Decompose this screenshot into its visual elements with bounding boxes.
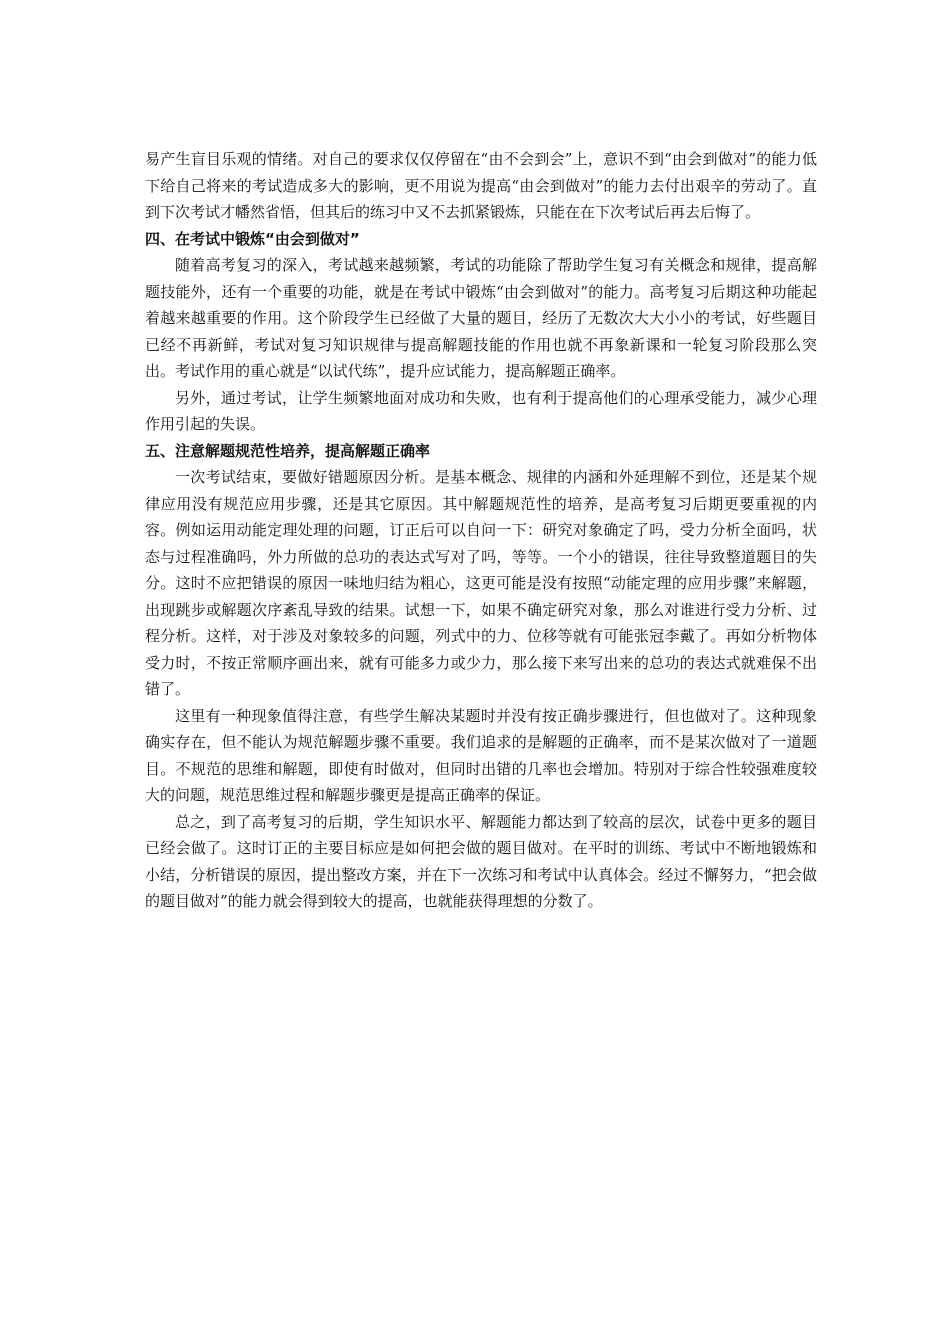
paragraph-psychology: 另外，通过考试，让学生频繁地面对成功和失败，也有利于提高他们的心理承受能力，减少心理作用引起的失误。 [145,388,817,433]
section-heading-4: 四、在考试中锻炼“由会到做对” [145,229,360,248]
paragraph-exam-training: 随着高考复习的深入，考试越来越频繁，考试的功能除了帮助学生复习有关概念和规律，提高解题技能外，还有一个重要的功能，就是在考试中锻炼“由会到做对”的能力。高考复习后期这种功能起着越来越重要的作用。这个阶段学生已经做了大量的题目，经历了无数次大大小小的考试，好些题目已经不再新鲜，考试对复习知识规律与提高解题技能的作用也就不再象新课和一轮复习阶段那么突出。考试作用的重心就是“以试代练”，提升应试能力，提高解题正确率。 [145,256,817,380]
paragraph-error-analysis: 一次考试结束，要做好错题原因分析。是基本概念、规律的内涵和外延理解不到位，还是某个规律应用没有规范应用步骤，还是其它原因。其中解题规范性的培养，是高考复习后期更要重视的内容。例如运用动能定理处理的问题，订正后可以自问一下：研究对象确定了吗，受力分析全面吗，状态与过程准确吗，外力所做的总功的表达式写对了吗，等等。一个小的错误，往往导致整道题目的失分。这时不应把错误的原因一味地归结为粗心，这更可能是没有按照“动能定理的应用步骤”来解题，出现跳步或解题次序紊乱导致的结果。试想一下，如果不确定研究对象，那么对谁进行受力分析、过程分析。这样，对于涉及对象较多的问题，列式中的力、位移等就有可能张冠李戴了。再如分析物体受力时，不按正常顺序画出来，就有可能多力或少力，那么接下来写出来的总功的表达式就难保不出错了。 [145,468,817,698]
section-heading-5: 五、注意解题规范性培养，提高解题正确率 [145,441,431,460]
paragraph-conclusion: 总之，到了高考复习的后期，学生知识水平、解题能力都达到了较高的层次，试卷中更多的题目已经会做了。这时订正的主要目标应是如何把会做的题目做对。在平时的训练、考试中不断地锻炼和小结，分析错误的原因，提出整改方案，并在下一次练习和考试中认真体会。经过不懈努力，“把会做的题目做对”的能力就会得到较大的提高，也就能获得理想的分数了。 [145,812,817,910]
document-body [145,146,817,915]
paragraph-phenomenon: 这里有一种现象值得注意，有些学生解决某题时并没有按正确步骤进行，但也做对了。这种现象确实存在，但不能认为规范解题步骤不重要。我们追求的是解题的正确率，而不是某次做对了一道题目。不规范的思维和解题，即使有时做对，但同时出错的几率也会增加。特别对于综合性较强难度较大的问题，规范思维过程和解题步骤更是提高正确率的保证。 [145,706,817,804]
paragraph-continuation: 易产生盲目乐观的情绪。对自己的要求仅仅停留在“由不会到会”上，意识不到“由会到做对”的能力低下给自己将来的考试造成多大的影响，更不用说为提高“由会到做对”的能力去付出艰辛的劳动了。直到下次考试才幡然省悟，但其后的练习中又不去抓紧锻炼，只能在在下次考试后再去后悔了。 [145,150,817,221]
